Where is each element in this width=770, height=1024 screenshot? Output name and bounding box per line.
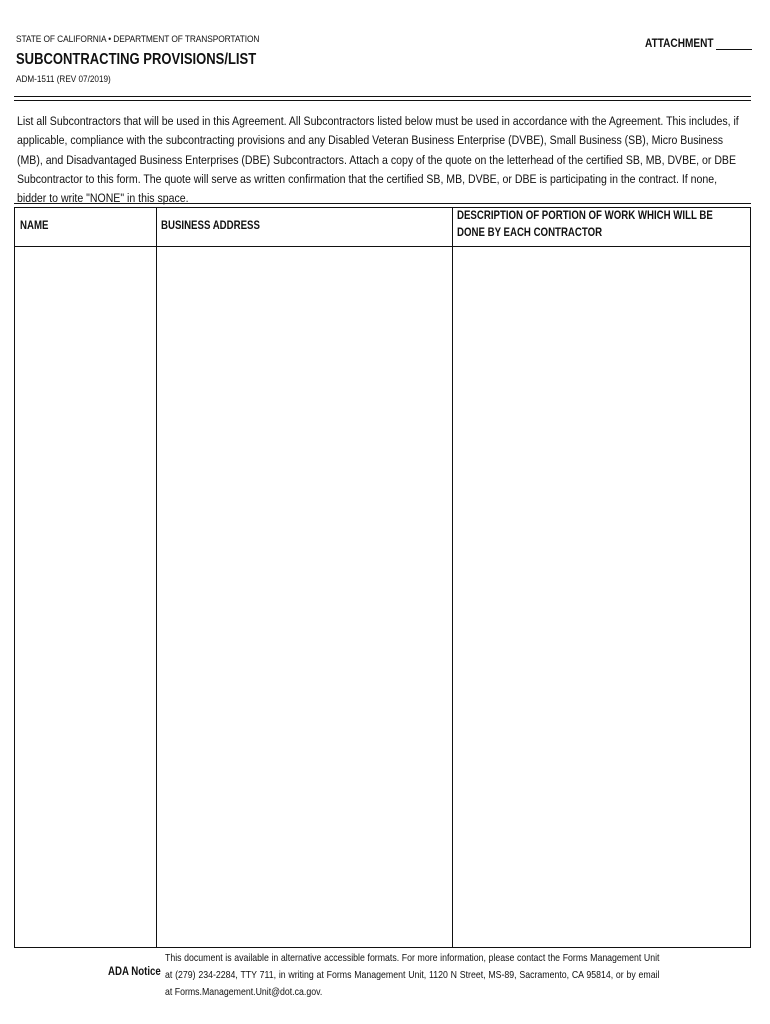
instructions-text: List all Subcontractors that will be used in this Agreement. All Subcontractors listed below must be used in accordance with the Agreement. This includes, if applicable, compliance with the subcontracting provisions and any Disabled Veteran Business Enterprise (DVBE), Small Business (SB), Micro Business (MB), and Disadvantaged Business Enterprises (DBE) Subcontractors. Attach a copy of the quote on the letterhead of the certified SB, MB, DVBE, or DBE Subcontractor to this form. The quote will serve as written confirmation that the certified SB, MB, DVBE, or DBE is participating in the contract. If none, bidder to write "NONE" in this space.	[17, 114, 739, 206]
ada-notice-label: ADA Notice	[108, 966, 161, 978]
column-divider-name-address	[156, 207, 157, 948]
attachment-label: ATTACHMENT	[645, 36, 714, 50]
column-header-description: DESCRIPTION OF PORTION OF WORK WHICH WILL BE DONE BY EACH CONTRACTOR	[457, 210, 713, 239]
table-bottom-border	[14, 947, 751, 948]
attachment-field	[632, 36, 752, 50]
work-description-entry-field[interactable]	[454, 248, 749, 945]
column-header-name: NAME	[20, 220, 49, 232]
ada-notice-text: This document is available in alternative accessible formats. For more information, please contact the Forms Management Unit at (279) 234-2284, TTY 711, in writing at Forms Management Unit, 1120 N Street, MS-89, Sacramento, CA 95814, or by email at Forms.Management.Unit@dot.ca.gov.	[165, 953, 660, 998]
attachment-input[interactable]	[716, 37, 752, 50]
column-header-business-address: BUSINESS ADDRESS	[161, 220, 260, 232]
column-divider-address-description	[452, 207, 453, 948]
form-number: ADM-1511 (REV 07/2019)	[16, 74, 111, 85]
business-address-entry-field[interactable]	[158, 248, 451, 945]
table-right-border	[750, 207, 751, 948]
name-entry-field[interactable]	[16, 248, 155, 945]
header-divider	[14, 96, 751, 101]
subcontractor-table	[14, 203, 751, 948]
table-left-border	[14, 207, 15, 948]
ada-notice	[100, 950, 760, 1002]
form-title: SUBCONTRACTING PROVISIONS/LIST	[16, 51, 257, 68]
agency-name: STATE OF CALIFORNIA • DEPARTMENT OF TRANSPORTATION	[16, 34, 260, 45]
table-header-divider	[14, 246, 751, 247]
